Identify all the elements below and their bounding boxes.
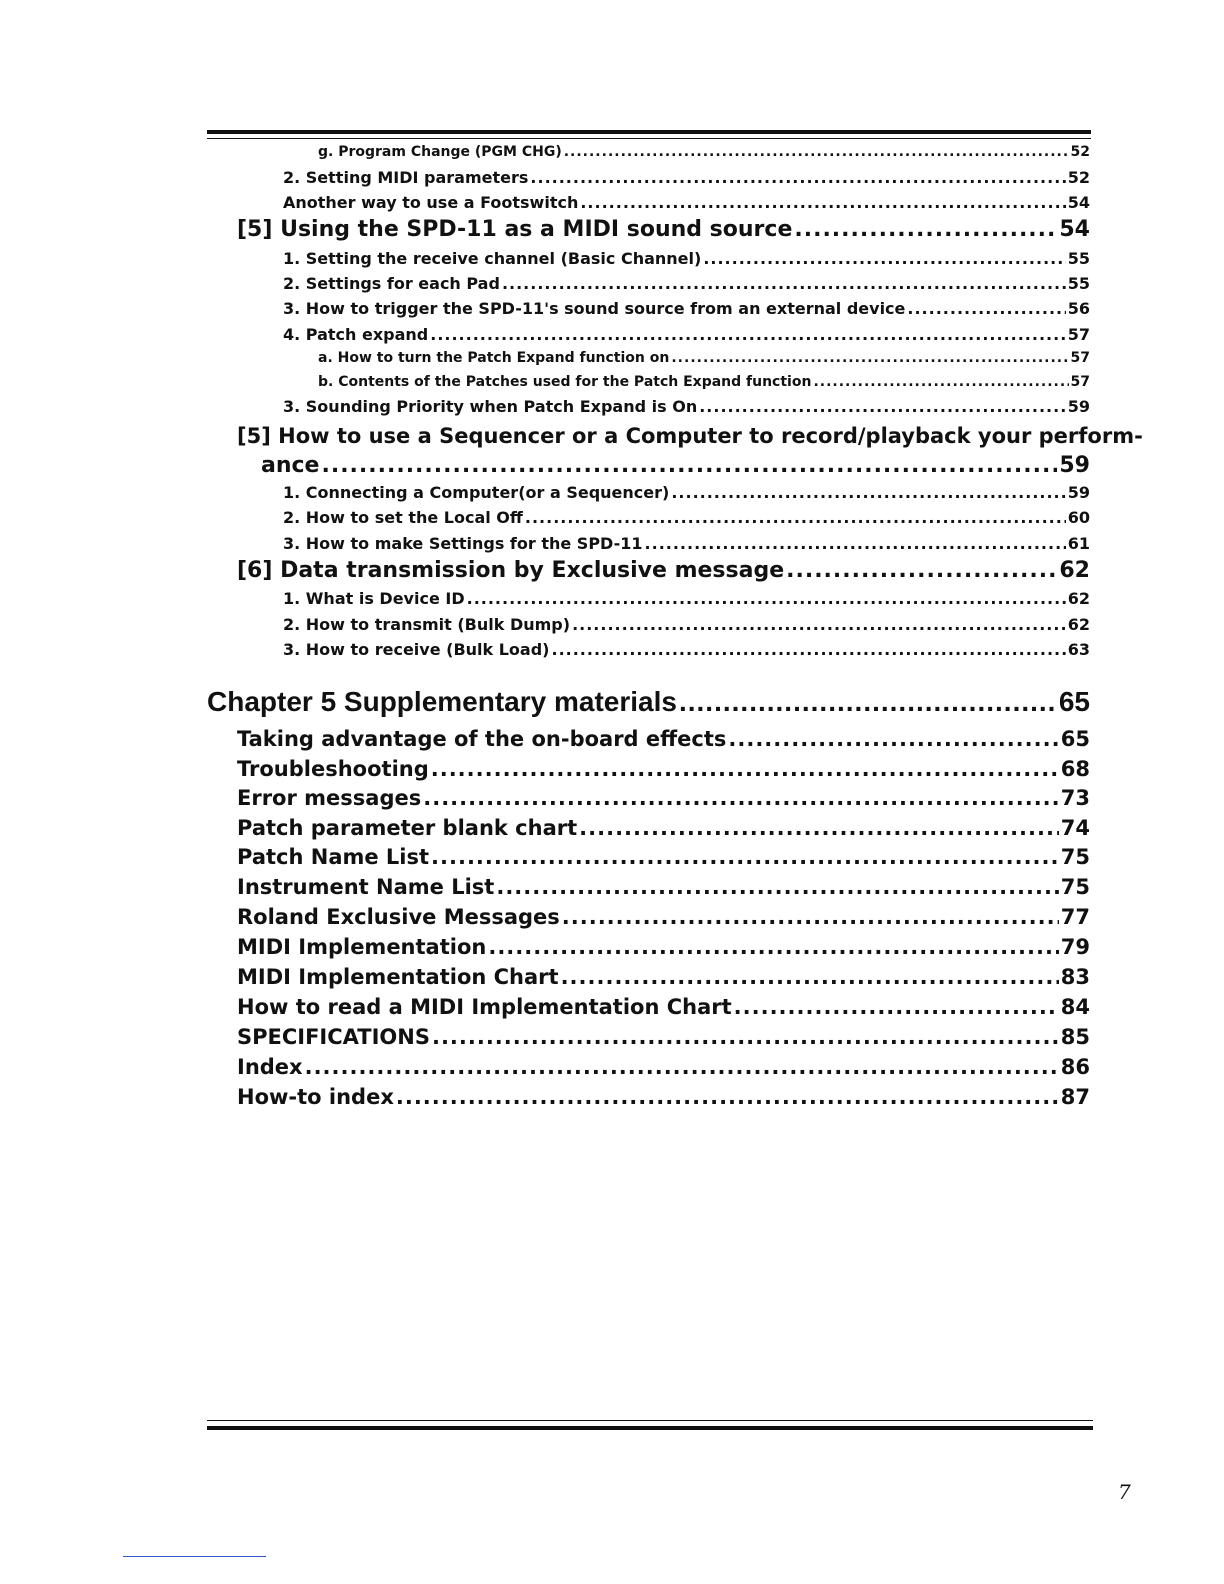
- toc-entry-label: Taking advantage of the on-board effects: [237, 727, 727, 751]
- toc-entry-page: 62: [1067, 615, 1090, 634]
- toc-entry-label: a. How to turn the Patch Expand function on: [318, 350, 670, 366]
- leader-dots: [645, 534, 1066, 553]
- top-rule-thin: [207, 138, 1091, 139]
- leader-dots: [467, 589, 1066, 608]
- toc-entry-label: SPECIFICATIONS: [237, 1025, 430, 1049]
- toc-entry: [237, 935, 1090, 963]
- leader-dots: [430, 325, 1066, 344]
- toc-entry-page: 57: [1067, 325, 1090, 344]
- leader-dots: [671, 350, 1068, 366]
- leader-dots: [305, 1055, 1059, 1079]
- page-number: 7: [1118, 1480, 1131, 1504]
- toc-entry-page: 52: [1067, 168, 1090, 187]
- leader-dots: [728, 727, 1058, 751]
- leader-dots: [525, 508, 1066, 527]
- toc-entry-label: Instrument Name List: [237, 875, 495, 899]
- toc-entry-page: 59: [1067, 397, 1090, 416]
- toc-entry-label: 1. What is Device ID: [283, 589, 465, 608]
- leader-dots: [396, 1085, 1059, 1109]
- toc-entry: [283, 249, 1090, 271]
- leader-dots: [488, 935, 1058, 959]
- toc-section: [261, 453, 1090, 483]
- toc-entry: [237, 757, 1090, 785]
- toc-entry-label: [5] Using the SPD-11 as a MIDI sound source: [237, 217, 793, 242]
- toc-entry: [283, 615, 1090, 637]
- leader-dots: [530, 168, 1065, 187]
- toc-entry-page: 60: [1067, 508, 1090, 527]
- toc-entry-page: 63: [1067, 640, 1090, 659]
- toc-entry: [237, 965, 1090, 993]
- toc-entry-label: Error messages: [237, 786, 422, 810]
- leader-dots: [699, 397, 1066, 416]
- toc-entry-page: 84: [1060, 995, 1090, 1019]
- toc-entry: [283, 168, 1090, 190]
- toc-entry-page: 86: [1060, 1055, 1090, 1079]
- toc-section: [237, 217, 1090, 247]
- toc-entry-page: 55: [1067, 249, 1090, 268]
- footer-line: [123, 1556, 266, 1557]
- leader-dots: [551, 640, 1065, 659]
- toc-entry-page: 73: [1060, 786, 1090, 810]
- toc-section-line1: [5] How to use a Sequencer or a Computer to record/playback your perform-: [237, 424, 1143, 448]
- toc-entry-label: MIDI Implementation: [237, 935, 487, 959]
- toc-entry-page: 75: [1060, 845, 1090, 869]
- toc-entry: [283, 534, 1090, 556]
- toc-entry-label: 2. How to transmit (Bulk Dump): [283, 615, 571, 634]
- chapter-page: 65: [1058, 686, 1090, 717]
- toc-entry-page: 62: [1059, 558, 1090, 583]
- toc-entry-page: 75: [1060, 875, 1090, 899]
- toc-entry-page: 54: [1067, 193, 1090, 212]
- toc-entry-page: 57: [1070, 374, 1090, 390]
- leader-dots: [423, 786, 1059, 810]
- toc-entry-label: Patch Name List: [237, 845, 430, 869]
- leader-dots: [432, 1025, 1059, 1049]
- toc-entry: [283, 274, 1090, 296]
- leader-dots: [786, 558, 1057, 583]
- toc-entry-page: 62: [1067, 589, 1090, 608]
- toc-entry-page: 61: [1067, 534, 1090, 553]
- toc-entry: [237, 995, 1090, 1023]
- toc-entry: [318, 374, 1090, 394]
- leader-dots: [580, 193, 1065, 212]
- toc-entry-page: 57: [1070, 350, 1090, 366]
- toc-entry-label: 4. Patch expand: [283, 325, 429, 344]
- leader-dots: [671, 483, 1065, 502]
- toc-chapter: [207, 686, 1090, 722]
- leader-dots: [561, 965, 1059, 989]
- toc-entry-page: 74: [1060, 816, 1090, 840]
- top-rule-thick: [207, 130, 1091, 134]
- toc-entry-page: 59: [1067, 483, 1090, 502]
- leader-dots: [321, 453, 1057, 478]
- toc-entry: [237, 1025, 1090, 1053]
- toc-entry-page: 65: [1060, 727, 1090, 751]
- leader-dots: [734, 995, 1059, 1019]
- toc-entry: [283, 397, 1090, 419]
- toc-entry-page: 83: [1060, 965, 1090, 989]
- toc-entry: [237, 816, 1090, 844]
- toc-entry-page: 59: [1059, 453, 1090, 478]
- bottom-rule-thin: [207, 1420, 1093, 1421]
- toc-entry-label: b. Contents of the Patches used for the Patch Expand function: [318, 374, 812, 390]
- toc-entry-label: How-to index: [237, 1085, 394, 1109]
- toc-entry: [318, 144, 1090, 164]
- toc-entry-page: 55: [1067, 274, 1090, 293]
- toc-entry: [237, 875, 1090, 903]
- toc-entry: [283, 299, 1090, 321]
- leader-dots: [431, 845, 1059, 869]
- toc-entry: [283, 483, 1090, 505]
- toc-entry-page: 68: [1060, 757, 1090, 781]
- toc-entry-label: 3. How to make Settings for the SPD-11: [283, 534, 643, 553]
- toc-entry: [237, 845, 1090, 873]
- leader-dots: [496, 875, 1058, 899]
- toc-entry-label: 2. Settings for each Pad: [283, 274, 500, 293]
- leader-dots: [794, 217, 1057, 242]
- toc-entry-label: 2. Setting MIDI parameters: [283, 168, 529, 187]
- leader-dots: [431, 757, 1059, 781]
- toc-entry-label: ance: [261, 453, 320, 478]
- bottom-rule-thick: [207, 1426, 1093, 1430]
- leader-dots: [703, 249, 1065, 268]
- toc-entry-label: 3. Sounding Priority when Patch Expand is On: [283, 397, 698, 416]
- toc-entry: [237, 905, 1090, 933]
- chapter-title: Chapter 5 Supplementary materials: [207, 686, 677, 717]
- toc-entry-page: 52: [1070, 144, 1090, 160]
- leader-dots: [564, 144, 1069, 160]
- toc-entry-label: Index: [237, 1055, 303, 1079]
- toc-entry-page: 77: [1060, 905, 1090, 929]
- toc-entry: [237, 786, 1090, 814]
- toc-entry: [237, 1055, 1090, 1083]
- toc-entry-page: 87: [1060, 1085, 1090, 1109]
- toc-entry: [283, 640, 1090, 662]
- toc-entry-label: 2. How to set the Local Off: [283, 508, 523, 527]
- toc-entry-label: g. Program Change (PGM CHG): [318, 144, 562, 160]
- toc-entry-page: 54: [1059, 217, 1090, 242]
- toc-entry-page: 79: [1060, 935, 1090, 959]
- leader-dots: [679, 686, 1057, 718]
- leader-dots: [502, 274, 1066, 293]
- toc-entry-label: 1. Setting the receive channel (Basic Channel): [283, 249, 702, 268]
- toc-entry-label: 1. Connecting a Computer(or a Sequencer): [283, 483, 670, 502]
- leader-dots: [813, 374, 1068, 390]
- toc-entry: [283, 325, 1090, 347]
- toc-entry-label: Patch parameter blank chart: [237, 816, 578, 840]
- toc-entry: [318, 350, 1090, 370]
- toc-section: [237, 558, 1090, 588]
- toc-entry-label: 3. How to receive (Bulk Load): [283, 640, 550, 659]
- leader-dots: [579, 816, 1059, 840]
- toc-entry: [283, 193, 1090, 215]
- toc-entry-page: 85: [1060, 1025, 1090, 1049]
- toc-entry-label: [6] Data transmission by Exclusive message: [237, 558, 785, 583]
- toc-entry-label: 3. How to trigger the SPD-11's sound source from an external device: [283, 299, 906, 318]
- toc-entry-label: MIDI Implementation Chart: [237, 965, 559, 989]
- leader-dots: [562, 905, 1059, 929]
- toc-entry-page: 56: [1067, 299, 1090, 318]
- leader-dots: [907, 299, 1065, 318]
- toc-entry-label: Another way to use a Footswitch: [283, 193, 579, 212]
- toc-entry-label: Roland Exclusive Messages: [237, 905, 560, 929]
- toc-entry-label: Troubleshooting: [237, 757, 429, 781]
- toc-entry-label: How to read a MIDI Implementation Chart: [237, 995, 732, 1019]
- toc-entry: [237, 727, 1090, 755]
- toc-entry: [283, 508, 1090, 530]
- toc-entry: [283, 589, 1090, 611]
- toc-entry: [237, 1085, 1090, 1113]
- leader-dots: [572, 615, 1066, 634]
